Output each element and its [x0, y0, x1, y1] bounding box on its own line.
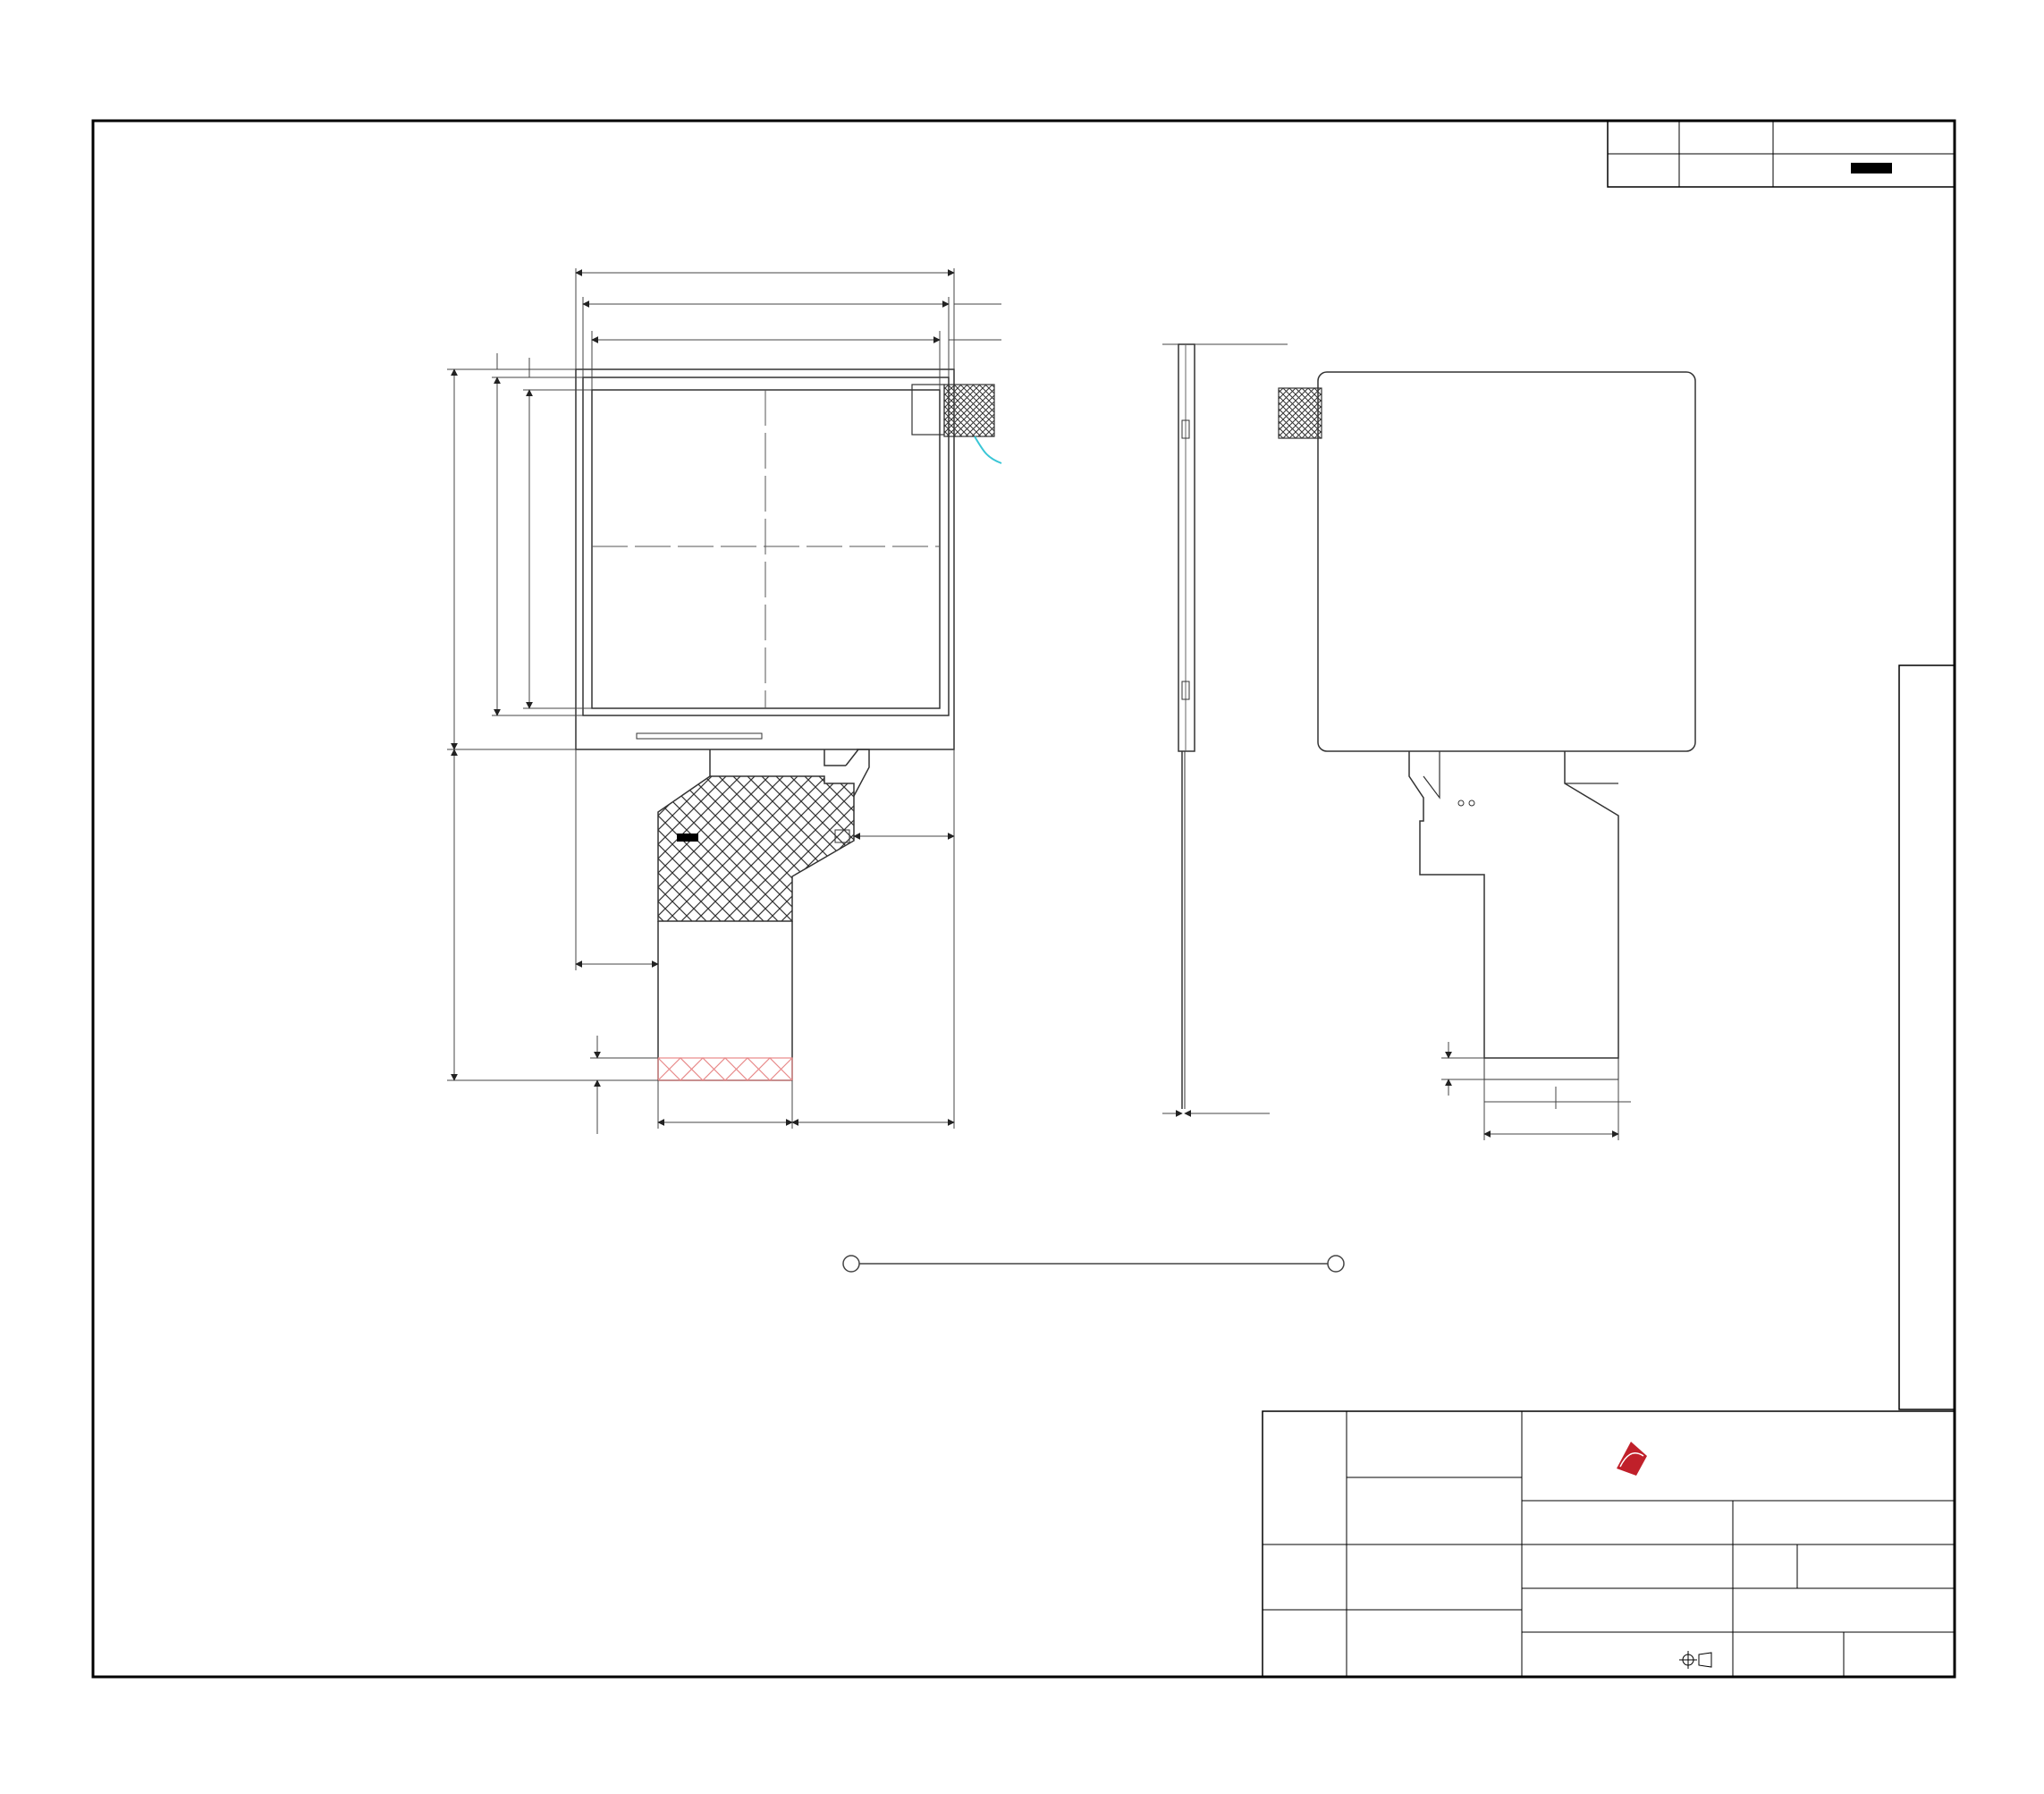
logo-mark [1617, 1442, 1647, 1476]
back-tape [1279, 388, 1322, 438]
side-body [1178, 344, 1195, 751]
back-view [1279, 372, 1695, 1140]
revision-table [1608, 121, 1955, 187]
fpc-neck [710, 749, 846, 776]
third-angle-symbol-icon [1679, 1651, 1711, 1669]
modification-redaction [1851, 163, 1892, 173]
front-view [447, 268, 1001, 1134]
back-body [1318, 372, 1695, 751]
component-marker [677, 834, 698, 842]
side-view [1162, 344, 1288, 1113]
led-node-left [843, 1256, 859, 1272]
title-block [1263, 1411, 1955, 1677]
tape-leader [975, 436, 1001, 463]
tape-hatch [944, 385, 994, 436]
pin-table [1899, 665, 1955, 1409]
back-fpc [1409, 751, 1618, 1058]
company-logo [1617, 1442, 1647, 1476]
sheet-border [93, 121, 1955, 1677]
back-gold-fingers [1484, 1058, 1618, 1079]
fpc-gold-fingers [658, 1058, 792, 1080]
fpc-hatched-area [658, 776, 854, 921]
led-node-right [1328, 1256, 1344, 1272]
led-circuit [843, 1256, 1344, 1272]
